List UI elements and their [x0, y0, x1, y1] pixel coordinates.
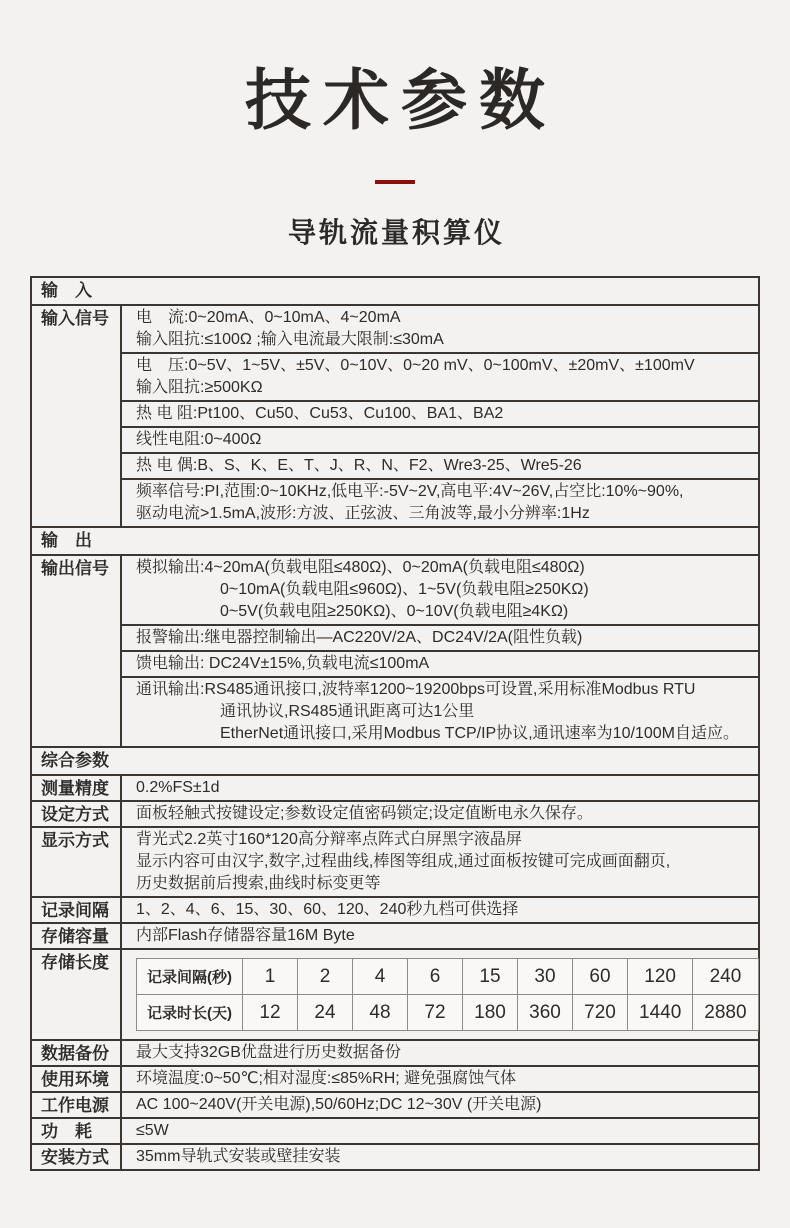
storage-duration-value: 12	[243, 995, 298, 1031]
row-label: 工作电源	[32, 1093, 122, 1117]
spec-line: 35mm导轨式安装或壁挂安装	[136, 1148, 341, 1165]
spec-line: 0.2%FS±1d	[136, 779, 220, 796]
storage-duration-value: 24	[298, 995, 353, 1031]
spec-line: 线性电阻:0~400Ω	[136, 431, 262, 448]
row-label: 设定方式	[32, 802, 122, 826]
spec-line: 热 电 阻:Pt100、Cu50、Cu53、Cu100、BA1、BA2	[136, 405, 504, 422]
row-operating-environment	[32, 1065, 758, 1091]
subrow-voltage	[122, 352, 758, 400]
product-subtitle: 导轨流量积算仪	[287, 217, 505, 248]
spec-line: 面板轻触式按键设定;参数设定值密码锁定;设定值断电永久保存。	[136, 805, 593, 822]
row-record-interval	[32, 896, 758, 922]
spec-line: 历史数据前后搜索,曲线时标变更等	[136, 875, 381, 892]
spec-line: 频率信号:PI,范围:0~10KHz,低电平:-5V~2V,高电平:4V~26V,占空比:10%~90%,	[136, 483, 684, 500]
subrow-thermocouple	[122, 452, 758, 478]
storage-duration-value: 180	[463, 995, 518, 1031]
spec-line: 内部Flash存储器容量16M Byte	[136, 927, 355, 944]
row-display-method	[32, 826, 758, 896]
row-measure-accuracy	[32, 774, 758, 800]
row-power-supply	[32, 1091, 758, 1117]
subrow-feed-output	[122, 650, 758, 676]
section-row-output	[32, 526, 758, 554]
subrow-alarm-output	[122, 624, 758, 650]
storage-interval-value: 60	[573, 959, 628, 995]
storage-interval-value: 15	[463, 959, 518, 995]
subrow-linear-resistance	[122, 426, 758, 452]
spec-line: 电 压:0~5V、1~5V、±5V、0~10V、0~20 mV、0~100mV、±20mV、±100mV	[136, 357, 695, 374]
page-title: 技术参数	[245, 63, 557, 137]
section-row-input	[32, 278, 758, 304]
title-accent-divider	[375, 180, 415, 184]
spec-line: 0~5V(负载电阻≥250KΩ)、0~10V(负载电阻≥4KΩ)	[220, 603, 569, 620]
subrow-current	[122, 306, 758, 352]
row-label-output-signal: 输出信号	[32, 556, 122, 746]
spec-line: 馈电输出: DC24V±15%,负载电流≤100mA	[136, 655, 430, 672]
storage-duration-value: 360	[518, 995, 573, 1031]
section-label-output: 输 出	[41, 531, 92, 550]
row-label: 存储长度	[32, 950, 122, 1039]
spec-line: 最大支持32GB优盘进行历史数据备份	[136, 1044, 401, 1061]
subrow-frequency	[122, 478, 758, 526]
spec-line: 电 流:0~20mA、0~10mA、4~20mA	[136, 309, 401, 326]
storage-interval-value: 1	[243, 959, 298, 995]
spec-line: 0~10mA(负载电阻≤960Ω)、1~5V(负载电阻≥250KΩ)	[220, 581, 589, 598]
spec-line: AC 100~240V(开关电源),50/60Hz;DC 12~30V (开关电源)	[136, 1096, 542, 1113]
row-setting-method	[32, 800, 758, 826]
spec-table	[30, 276, 760, 1171]
storage-length-table	[136, 958, 759, 1031]
row-label: 功 耗	[32, 1119, 122, 1143]
subrow-analog-output	[122, 556, 758, 624]
storage-interval-header: 记录间隔(秒)	[137, 959, 243, 995]
storage-interval-value: 240	[693, 959, 758, 995]
spec-line: 通讯协议,RS485通讯距离可达1公里	[220, 703, 475, 720]
storage-duration-value: 2880	[693, 995, 758, 1031]
storage-length-content	[122, 950, 759, 1039]
storage-duration-value: 1440	[628, 995, 693, 1031]
spec-line: 背光式2.2英寸160*120高分辩率点阵式白屏黑字液晶屏	[136, 831, 522, 848]
page	[0, 60, 790, 1171]
row-input-signal	[32, 304, 758, 526]
output-signal-subrows	[122, 556, 758, 746]
storage-interval-value: 120	[628, 959, 693, 995]
row-data-backup	[32, 1039, 758, 1065]
spec-line: 报警输出:继电器控制输出—AC220V/2A、DC24V/2A(阻性负载)	[136, 629, 583, 646]
row-installation	[32, 1143, 758, 1169]
spec-line: 输入阻抗:≤100Ω ;输入电流最大限制:≤30mA	[136, 331, 444, 348]
spec-line: ≤5W	[136, 1122, 169, 1139]
section-row-general	[32, 746, 758, 774]
subrow-rtd	[122, 400, 758, 426]
row-storage-capacity	[32, 922, 758, 948]
row-label: 安装方式	[32, 1145, 122, 1169]
spec-line: 输入阻抗:≥500KΩ	[136, 379, 263, 396]
storage-duration-value: 720	[573, 995, 628, 1031]
storage-interval-row	[137, 959, 759, 995]
storage-duration-header: 记录时长(天)	[137, 995, 243, 1031]
row-label: 记录间隔	[32, 898, 122, 922]
row-label-input-signal: 输入信号	[32, 306, 122, 526]
spec-line: 模拟输出:4~20mA(负载电阻≤480Ω)、0~20mA(负载电阻≤480Ω)	[136, 559, 585, 576]
storage-interval-value: 6	[408, 959, 463, 995]
row-label: 使用环境	[32, 1067, 122, 1091]
storage-interval-value: 4	[353, 959, 408, 995]
storage-duration-value: 72	[408, 995, 463, 1031]
row-label: 显示方式	[32, 828, 122, 896]
spec-line: 通讯输出:RS485通讯接口,波特率1200~19200bps可设置,采用标准Modbus RTU	[136, 681, 696, 698]
spec-line: 显示内容可由汉字,数字,过程曲线,棒图等组成,通过面板按键可完成画面翻页,	[136, 853, 671, 870]
row-label: 数据备份	[32, 1041, 122, 1065]
row-storage-length	[32, 948, 758, 1039]
spec-line: 热 电 偶:B、S、K、E、T、J、R、N、F2、Wre3-25、Wre5-26	[136, 457, 582, 474]
row-label: 测量精度	[32, 776, 122, 800]
row-power-consumption	[32, 1117, 758, 1143]
row-output-signal	[32, 554, 758, 746]
storage-interval-value: 2	[298, 959, 353, 995]
row-label: 存储容量	[32, 924, 122, 948]
spec-line: 环境温度:0~50℃;相对湿度:≤85%RH; 避免强腐蚀气体	[136, 1070, 517, 1087]
section-label-input: 输 入	[41, 281, 92, 300]
storage-duration-value: 48	[353, 995, 408, 1031]
spec-line: EtherNet通讯接口,采用Modbus TCP/IP协议,通讯速率为10/100M自适应。	[220, 725, 739, 742]
storage-duration-row	[137, 995, 759, 1031]
input-signal-subrows	[122, 306, 758, 526]
storage-interval-value: 30	[518, 959, 573, 995]
spec-line: 1、2、4、6、15、30、60、120、240秒九档可供选择	[136, 901, 519, 918]
subrow-communication-output	[122, 676, 758, 746]
spec-line: 驱动电流>1.5mA,波形:方波、正弦波、三角波等,最小分辨率:1Hz	[136, 505, 590, 522]
section-label-general: 综合参数	[41, 751, 109, 770]
